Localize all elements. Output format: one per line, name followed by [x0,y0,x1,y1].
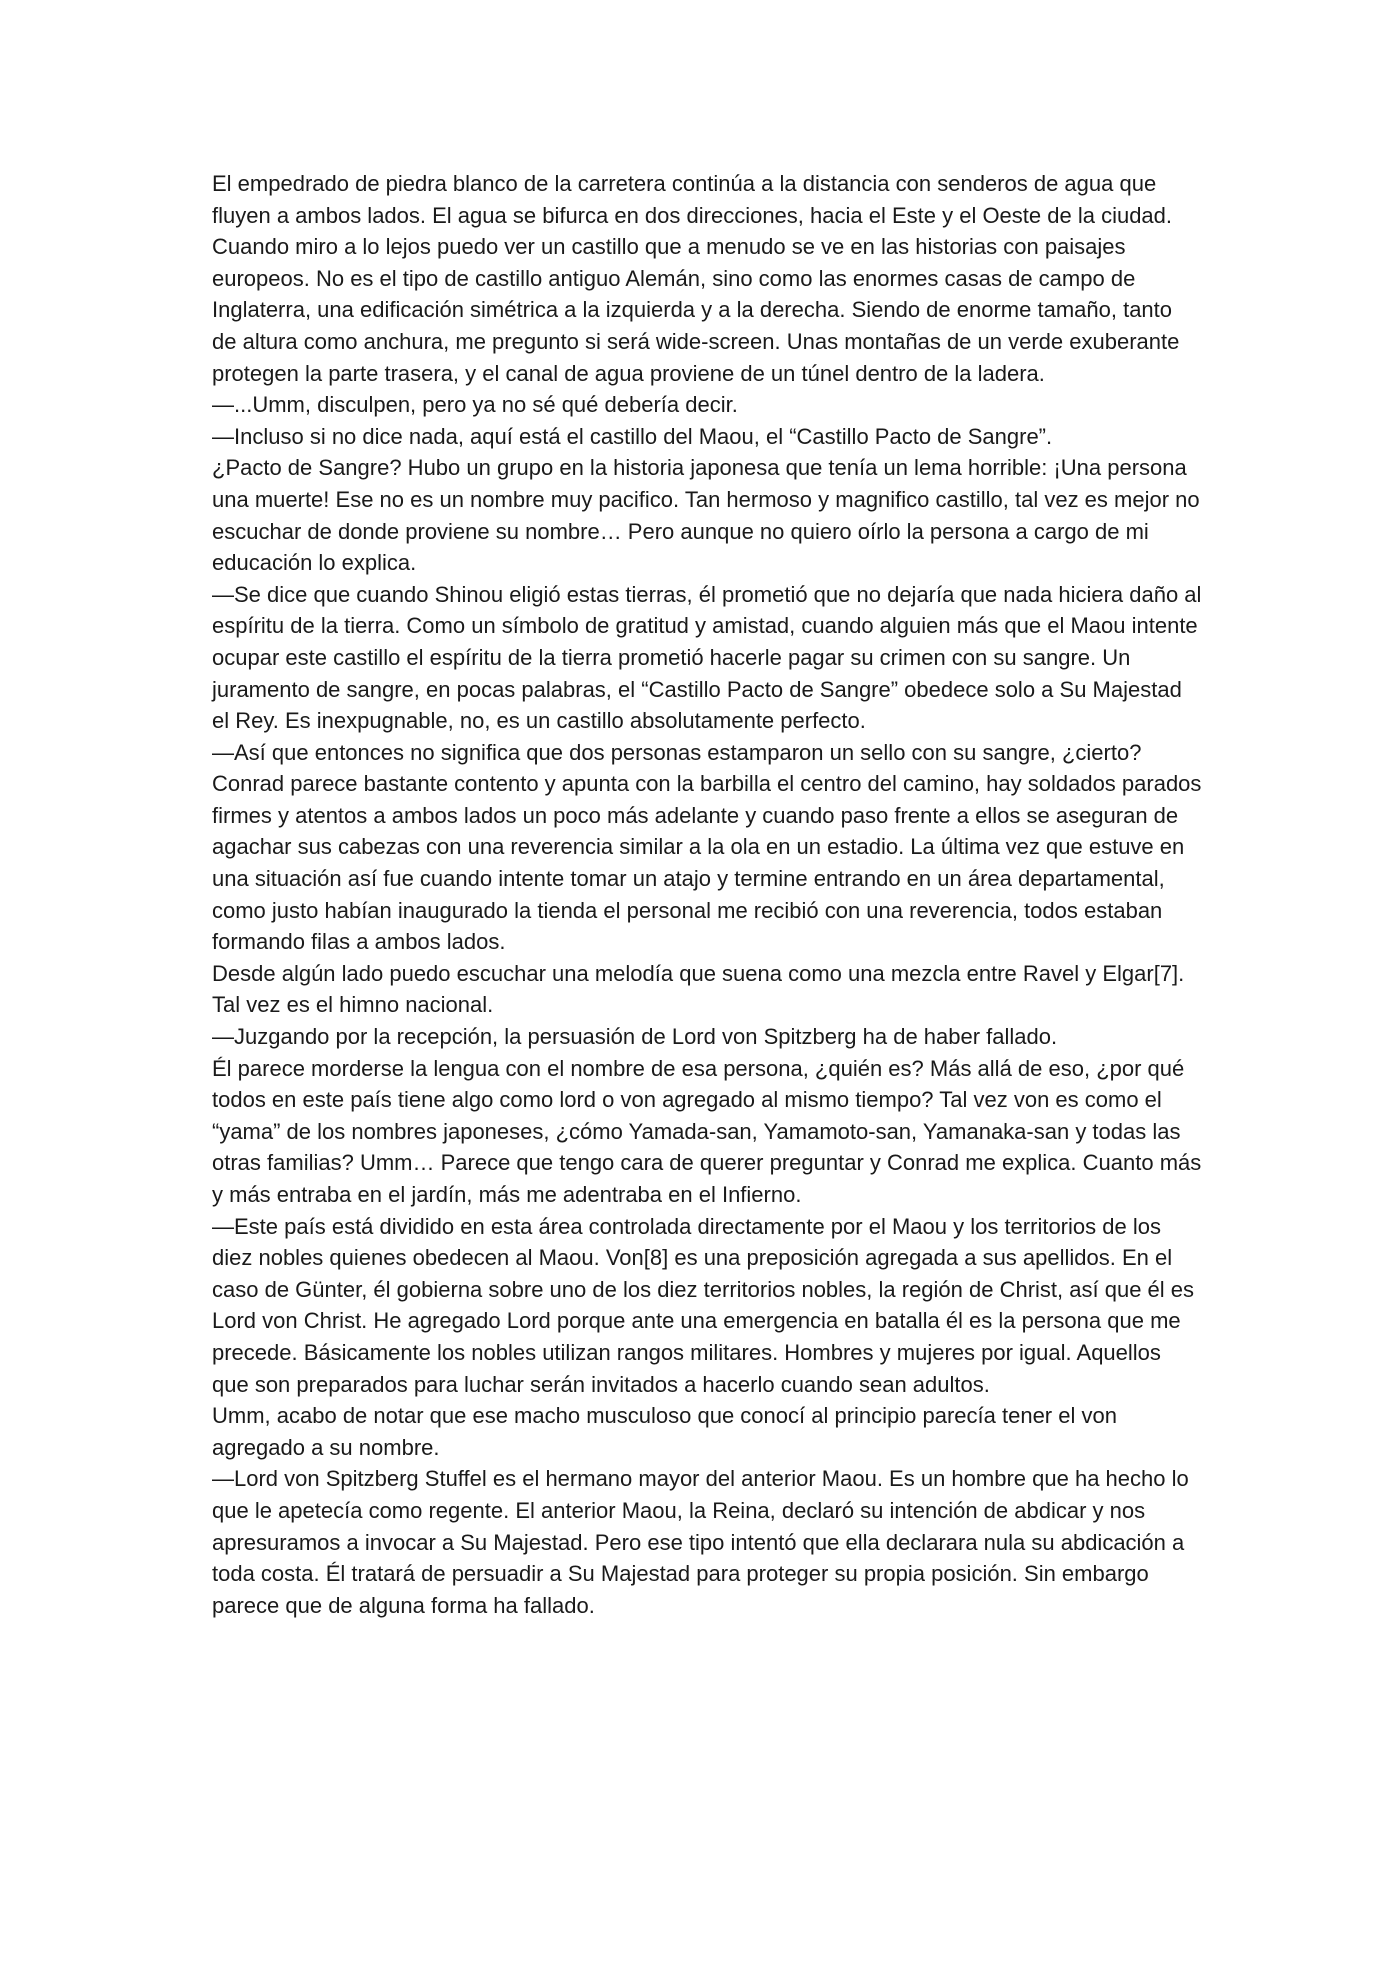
paragraph: —Este país está dividido en esta área controlada directamente por el Maou y los territorios de los diez nobles quienes obedecen al Maou. Von[8] es una preposición agregada a sus apellidos. En el caso de Günter, él gobierna sobre uno de los diez territorios nobles, la región de Christ, así que él es Lord von Christ. He agregado Lord porque ante una emergencia en batalla él es la persona que me precede. Básicamente los nobles utilizan rangos militares. Hombres y mujeres por igual. Aquellos que son preparados para luchar serán invitados a hacerlo cuando sean adultos. [212,1213,1195,1397]
document-page [212,168,1202,1621]
paragraph: —Incluso si no dice nada, aquí está el castillo del Maou, el “Castillo Pacto de Sangre”. [212,423,1053,449]
paragraph: El empedrado de piedra blanco de la carretera continúa a la distancia con senderos de agua que fluyen a ambos lados. El agua se bifurca en dos direcciones, hacia el Este y el Oeste de la ciudad. Cuando miro a lo lejos puedo ver un castillo que a menudo se ve en las historias con paisajes europeos. No es el tipo de castillo antiguo Alemán, sino como las enormes casas de campo de Inglaterra, una edificación simétrica a la izquierda y a la derecha. Siendo de enorme tamaño, tanto de altura como anchura, me pregunto si será wide-screen. Unas montañas de un verde exuberante protegen la parte trasera, y el canal de agua proviene de un túnel dentro de la ladera. [212,171,1180,386]
paragraph: —...Umm, disculpen, pero ya no sé qué debería decir. [212,392,738,418]
paragraph: Desde algún lado puedo escuchar una melodía que suena como una mezcla entre Ravel y Elgar[7]. Tal vez es el himno nacional. [212,960,1185,1018]
paragraph: —Se dice que cuando Shinou eligió estas tierras, él prometió que no dejaría que nada hiciera daño al espíritu de la tierra. Como un símbolo de gratitud y amistad, cuando alguien más que el Maou intente ocupar este castillo el espíritu de la tierra prometió hacerle pagar su crimen con su sangre. Un juramento de sangre, en pocas palabras, el “Castillo Pacto de Sangre” obedece solo a Su Majestad el Rey. Es inexpugnable, no, es un castillo absolutamente perfecto. [212,581,1202,734]
paragraph: —Así que entonces no significa que dos personas estamparon un sello con su sangre, ¿cierto? [212,739,1142,765]
paragraph: ¿Pacto de Sangre? Hubo un grupo en la historia japonesa que tenía un lema horrible: ¡Una persona una muerte! Ese no es un nombre muy pacifico. Tan hermoso y magnifico castillo, tal vez es mejor no escuchar de donde proviene su nombre… Pero aunque no quiero oírlo la persona a cargo de mi educación lo explica. [212,455,1200,576]
paragraph: Él parece morderse la lengua con el nombre de esa persona, ¿quién es? Más allá de eso, ¿por qué todos en este país tiene algo como lord o von agregado al mismo tiempo? Tal vez von es como el “yama” de los nombres japoneses, ¿cómo Yamada-san, Yamamoto-san, Yamanaka-san y todas las otras familias? Umm… Parece que tengo cara de querer preguntar y Conrad me explica. Cuanto más y más entraba en el jardín, más me adentraba en el Infierno. [212,1055,1202,1207]
paragraph: —Juzgando por la recepción, la persuasión de Lord von Spitzberg ha de haber fallado. [212,1024,1058,1050]
paragraph: —Lord von Spitzberg Stuffel es el hermano mayor del anterior Maou. Es un hombre que ha hecho lo que le apetecía como regente. El anterior Maou, la Reina, declaró su intención de abdicar y nos apresuramos a invocar a Su Majestad. Pero ese tipo intentó que ella declarara nula su abdicación a toda costa. Él tratará de persuadir a Su Majestad para proteger su propia posición. Sin embargo parece que de alguna forma ha fallado. [212,1466,1189,1618]
paragraph: Conrad parece bastante contento y apunta con la barbilla el centro del camino, hay soldados parados firmes y atentos a ambos lados un poco más adelante y cuando paso frente a ellos se aseguran de agachar sus cabezas con una reverencia similar a la ola en un estadio. La última vez que estuve en una situación así fue cuando intente tomar un atajo y termine entrando en un área departamental, como justo habían inaugurado la tienda el personal me recibió con una reverencia, todos estaban formando filas a ambos lados. [212,771,1202,955]
paragraph: Umm, acabo de notar que ese macho musculoso que conocí al principio parecía tener el von agregado a su nombre. [212,1403,1117,1460]
